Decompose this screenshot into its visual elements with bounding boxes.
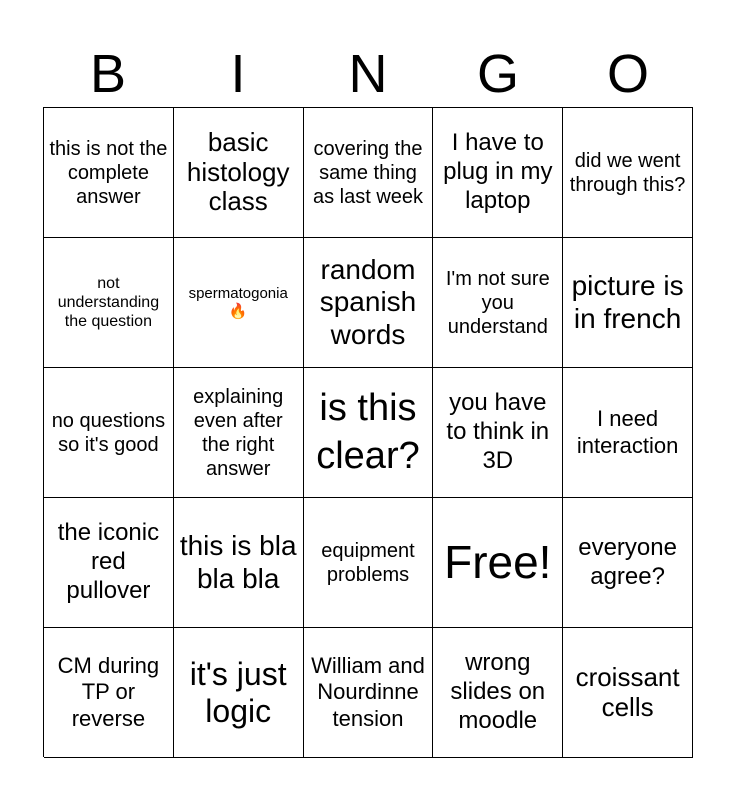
header-letter-g: G [476, 44, 519, 104]
bingo-cell[interactable]: equipment problems [304, 498, 434, 628]
bingo-cell[interactable]: explaining even after the right answer [174, 368, 304, 498]
header-letter-o: O [606, 44, 649, 104]
bingo-cell[interactable]: everyone agree? [563, 498, 693, 628]
bingo-cell[interactable]: I have to plug in my laptop [433, 108, 563, 238]
bingo-cell[interactable]: the iconic red pullover [44, 498, 174, 628]
board-row-3 [44, 368, 693, 498]
bingo-cell[interactable]: I need interaction [563, 368, 693, 498]
bingo-cell[interactable]: this is bla bla bla [174, 498, 304, 628]
board-row-5 [44, 628, 693, 758]
bingo-cell[interactable]: CM during TP or reverse [44, 628, 174, 758]
bingo-cell[interactable]: spermatogonia 🔥 [174, 238, 304, 368]
header-letter-n: N [348, 44, 388, 104]
header-letter-i: I [230, 44, 246, 104]
bingo-cell[interactable]: croissant cells [563, 628, 693, 758]
bingo-cell[interactable]: this is not the complete answer [44, 108, 174, 238]
bingo-cell[interactable]: not understanding the question [44, 238, 174, 368]
bingo-cell[interactable]: no questions so it's good [44, 368, 174, 498]
bingo-cell[interactable]: you have to think in 3D [433, 368, 563, 498]
board-row-4 [44, 498, 693, 628]
bingo-cell[interactable]: basic histology class [174, 108, 304, 238]
bingo-cell[interactable]: wrong slides on moodle [433, 628, 563, 758]
bingo-cell[interactable]: random spanish words [304, 238, 434, 368]
bingo-cell[interactable]: is this clear? [304, 368, 434, 498]
board-row-1 [44, 108, 693, 238]
bingo-cell[interactable]: picture is in french [563, 238, 693, 368]
bingo-cell[interactable]: it's just logic [174, 628, 304, 758]
bingo-cell[interactable]: William and Nourdinne tension [304, 628, 434, 758]
header-letter-b: B [89, 44, 127, 104]
free-space-cell[interactable]: Free! [433, 498, 563, 628]
bingo-cell[interactable]: I'm not sure you understand [433, 238, 563, 368]
bingo-cell[interactable]: covering the same thing as last week [304, 108, 434, 238]
bingo-header [43, 40, 693, 108]
bingo-cell[interactable]: did we went through this? [563, 108, 693, 238]
board-row-2 [44, 238, 693, 368]
bingo-board [43, 107, 693, 757]
